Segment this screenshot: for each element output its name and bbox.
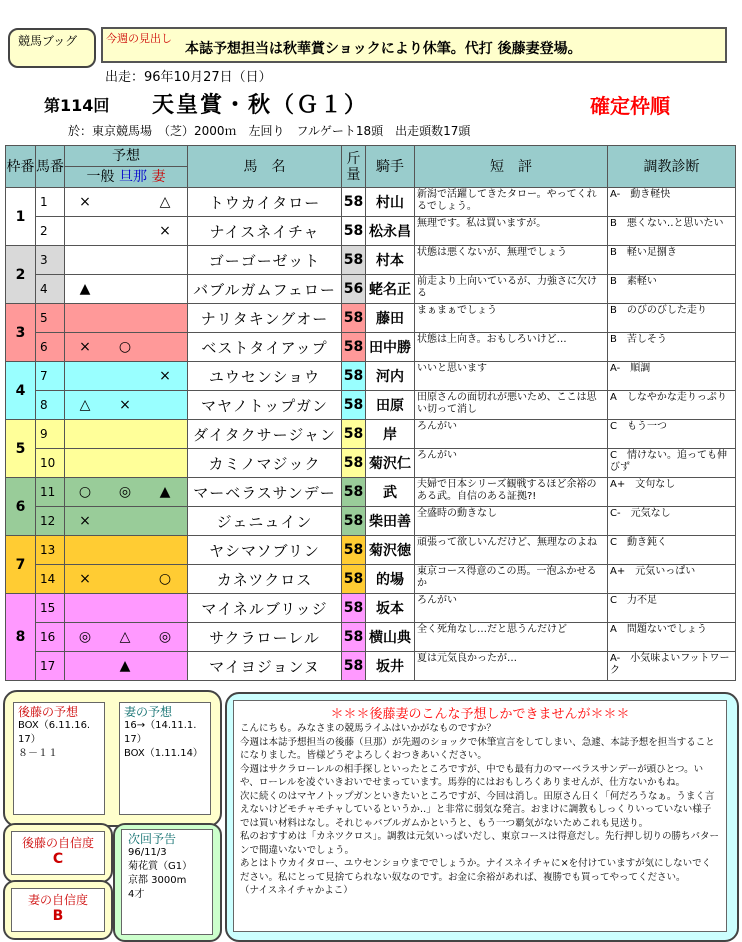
waku-number: 7 [6,536,36,594]
race-number: 第114回 [44,96,110,115]
horse-name: トウカイタロー [188,188,342,217]
prediction-marks [65,536,188,565]
horse-number: 14 [36,565,65,594]
training-note: B 素軽い [608,275,736,304]
jockey: 坂井 [366,652,415,681]
jockey: 菊沢仁 [366,449,415,478]
horse-number: 4 [36,275,65,304]
next-preview [113,823,222,942]
prediction-marks [65,217,188,246]
next-line2: 菊花賞（G1） [128,861,193,872]
horse-number: 13 [36,536,65,565]
comment: ろんがい [415,449,608,478]
horse-number: 1 [36,188,65,217]
comment: 頑張って欲しいんだけど、無理なのよね [415,536,608,565]
predictions-panel [3,690,222,827]
waku-number: 6 [6,478,36,536]
horse-name: マーベラスサンデー [188,478,342,507]
status-label: 確定枠順 [590,94,670,118]
comment: いいと思います [415,362,608,391]
horse-number: 3 [36,246,65,275]
horse-number: 5 [36,304,65,333]
training-note: A+ 文句なし [608,478,736,507]
entry-rows [6,188,736,681]
headline-box [101,27,727,63]
weight: 58 [342,536,366,565]
table-row [6,333,736,362]
goto-pred-line3: ８－１１ [18,748,58,759]
table-row [6,420,736,449]
waku-number: 1 [6,188,36,246]
article-paragraph: 今週はサクラローレルの相手探しといったところですが、中でも最有力のマーベラスサンデーが頭ひとつ。いや、ローレルを凌ぐいきおいでせまっています。馬券的にはおもしろくありませんが、仕方ないかもね。 [240,763,704,788]
prediction-marks [65,420,188,449]
jockey: 村本 [366,246,415,275]
table-row [6,275,736,304]
prediction-marks [65,623,188,652]
horse-name: マイネルブリッジ [188,594,342,623]
mark-wife: ▲ [159,484,171,500]
wife-conf-title: 妻の自信度 [27,893,88,907]
goto-pred-line2: 17） [18,734,41,745]
training-note: C 力不足 [608,594,736,623]
mark-general: × [79,513,91,529]
training-note: C 動き鈍く [608,536,736,565]
mark-general: ▲ [79,281,91,297]
training-note: C- 元気なし [608,507,736,536]
table-row [6,217,736,246]
article-inner [233,700,738,932]
training-note: B のびのびした走り [608,304,736,333]
table-row [6,391,736,420]
table-row [6,478,736,507]
jockey: 村山 [366,188,415,217]
mark-wife: △ [159,194,171,210]
prediction-marks [65,652,188,681]
next-preview-inner [121,829,213,935]
horse-number: 11 [36,478,65,507]
horse-name: ナリタキングオー [188,304,342,333]
training-note: A 問題ないでしょう [608,623,736,652]
next-title: 次回予告 [128,832,177,846]
next-line3: 京都 3000m [128,875,187,886]
horse-number: 12 [36,507,65,536]
mark-wife: × [159,223,171,239]
table-row [6,623,736,652]
training-note: A+ 元気いっぱい [608,565,736,594]
weight: 58 [342,594,366,623]
jockey: 岸 [366,420,415,449]
waku-number: 5 [6,420,36,478]
jockey: 菊沢徳 [366,536,415,565]
col-waku: 枠番 [6,146,36,188]
mark-general: × [79,194,91,210]
goto-pred-line1: BOX（6.11.16. [18,720,91,731]
jockey: 蛯名正 [366,275,415,304]
horse-name: バブルガムフェロー [188,275,342,304]
mark-wife: × [159,368,171,384]
col-jockey: 騎手 [366,146,415,188]
horse-name: ナイスネイチャ [188,217,342,246]
horse-number: 9 [36,420,65,449]
article-panel [225,692,739,942]
table-row [6,507,736,536]
prediction-marks [65,246,188,275]
entry-table [5,145,736,681]
col-uma: 馬番 [36,146,65,188]
horse-number: 16 [36,623,65,652]
mark-husband: × [119,397,131,413]
wife-prediction [119,702,211,815]
col-pred-wife: 妻 [151,169,166,185]
waku-number: 8 [6,594,36,681]
wife-pred-line1: 16→（14.11.1. [124,720,197,731]
horse-name: ダイタクサージャン [188,420,342,449]
horse-name: カミノマジック [188,449,342,478]
weight: 58 [342,449,366,478]
weight: 58 [342,478,366,507]
wife-pred-line3: BOX（1.11.14） [124,748,203,759]
article-title: ＊＊＊後藤妻のこんな予想しかできませんが＊＊＊ [330,707,630,722]
article-paragraph: こんにちも。みなさまの競馬ライふはいかがなものですか？ [240,723,496,734]
training-note: C もう一つ [608,420,736,449]
training-note: A しなやかな走りっぷり [608,391,736,420]
table-row [6,188,736,217]
horse-number: 15 [36,594,65,623]
comment: 夏は元気良かったが… [415,652,608,681]
weight: 58 [342,217,366,246]
table-row [6,449,736,478]
training-note: B 悪くない‥と思いたい [608,217,736,246]
horse-number: 2 [36,217,65,246]
horse-name: ユウセンショウ [188,362,342,391]
goto-pred-title: 後藤の予想 [18,705,79,719]
horse-name: カネツクロス [188,565,342,594]
table-row [6,362,736,391]
mark-husband: ▲ [119,658,131,674]
table-row [6,652,736,681]
horse-name: ゴーゴーゼット [188,246,342,275]
wife-confidence [3,880,113,940]
prediction-marks [65,188,188,217]
prediction-marks [65,333,188,362]
training-note: A- 動き軽快 [608,188,736,217]
logo-text: 競馬ブッグ [18,34,78,48]
weight: 58 [342,507,366,536]
table-row [6,594,736,623]
race-name: 天皇賞・秋（Ｇ１） [152,93,369,118]
col-kin: 斤量 [342,146,366,188]
jockey: 田原 [366,391,415,420]
col-pred-husband: 旦那 [119,169,147,185]
jockey: 松永昌 [366,217,415,246]
weight: 58 [342,420,366,449]
wife-pred-line2: 17） [124,734,147,745]
comment: 全く死角なし…だと思うんだけど [415,623,608,652]
comment: ろんがい [415,594,608,623]
weight: 58 [342,333,366,362]
mark-wife: ○ [158,571,172,587]
wife-conf-inner [11,888,105,932]
weight: 58 [342,362,366,391]
mark-wife: ◎ [158,629,172,645]
horse-name: マヤノトップガン [188,391,342,420]
comment: 田原さんの面切れが悪いため、ここは思い切って消し [415,391,608,420]
horse-name: ベストタイアップ [188,333,342,362]
wife-conf-value: B [52,908,64,924]
horse-number: 7 [36,362,65,391]
next-line1: 96/11/3 [128,847,167,858]
weight: 58 [342,623,366,652]
article-paragraph: 今週は本誌予想担当の後藤（旦那）が先週のショックで休筆宣言をしてしまい、急遽、本誌予想を担当することになりました。皆様どうぞよろしくおつきあいください。 [240,736,715,761]
prediction-marks [65,304,188,333]
col-name: 馬 名 [188,146,342,188]
race-date: 出走：96年10月27日（日） [105,70,272,85]
weight: 58 [342,304,366,333]
training-note: B 軽い足捌き [608,246,736,275]
header-row [6,146,736,167]
article-paragraph: あとはトウカイタロー、ユウセンショウまででしょうか。ナイスネイチャに×を付けていますが気にしないでください。私にとって見捨てられない奴なのです。お金に余裕があれば、複勝でも買ってやってください。 （ナイスネイチャかよこ） [240,858,738,896]
col-training: 調教診断 [608,146,736,188]
waku-number: 4 [6,362,36,420]
col-pred-general: 一般 [86,169,115,185]
weight: 58 [342,391,366,420]
goto-conf-title: 後藤の自信度 [21,836,94,850]
table-row [6,246,736,275]
prediction-marks [65,275,188,304]
goto-prediction [13,702,105,815]
logo [8,28,96,68]
weight: 56 [342,275,366,304]
horse-number: 17 [36,652,65,681]
weight: 58 [342,652,366,681]
comment: 全盛時の動きなし [415,507,608,536]
comment: 状態は上向き。おもしろいけど… [415,333,608,362]
comment: 東京コース得意のこの馬。一泡ふかせるか [415,565,608,594]
mark-husband: ○ [118,339,132,355]
prediction-marks [65,565,188,594]
jockey: 藤田 [366,304,415,333]
prediction-marks [65,362,188,391]
waku-number: 3 [6,304,36,362]
weight: 58 [342,565,366,594]
comment: 状態は悪くないが、無理でしょう [415,246,608,275]
col-comment: 短 評 [415,146,608,188]
jockey: 的場 [366,565,415,594]
mark-general: △ [79,397,91,413]
weight: 58 [342,188,366,217]
goto-conf-inner [11,831,105,875]
article-paragraph: 私のおすすめは「カネツクロス」。調教は元気いっぱいだし、東京コースは得意だし。先行押し切りの勝ちパターンで間違いないでしょう。 [240,831,719,856]
jockey: 田中勝 [366,333,415,362]
jockey: 武 [366,478,415,507]
mark-general: ○ [78,484,92,500]
horse-number: 6 [36,333,65,362]
weight: 58 [342,246,366,275]
comment: 夫婦で日本シリーズ観戦するほど余裕のある武。自信のある証拠?! [415,478,608,507]
wife-pred-title: 妻の予想 [124,705,173,719]
table-row [6,536,736,565]
horse-name: マイヨジョンヌ [188,652,342,681]
jockey: 河内 [366,362,415,391]
prediction-marks [65,391,188,420]
headline-label: 今週の見出し [106,32,172,45]
comment: 前走より上向いているが、力強さに欠ける [415,275,608,304]
training-note: A- 順調 [608,362,736,391]
col-pred-sub [65,167,188,188]
mark-general: × [79,571,91,587]
next-line4: 4才 [128,889,145,900]
goto-confidence [3,823,113,883]
waku-number: 2 [6,246,36,304]
mark-general: ◎ [78,629,92,645]
jockey: 坂本 [366,594,415,623]
horse-name: サクラローレル [188,623,342,652]
table-row [6,304,736,333]
prediction-marks [65,449,188,478]
horse-number: 8 [36,391,65,420]
article-paragraph: 次に続くのはマヤノトップガンといきたいところですが、今回は消し。田原さん日く「何だろうなぁ。うまく言えないけどモチャモチャしているというか‥」と非常に弱気な発言。おまけに調教もしっくりいっていない様子では買い材料はなし。それじゃバブルガムかというと、もう一つ覇気がないためこれも見送り。 [240,790,715,829]
venue-info: 於：東京競馬場 （芝）2000ｍ 左回り フルゲート18頭 出走頭数17頭 [68,124,471,138]
prediction-marks [65,507,188,536]
col-pred: 予想 [65,146,188,167]
comment: 無理です。私は買いますが。 [415,217,608,246]
mark-husband: ◎ [118,484,132,500]
horse-number: 10 [36,449,65,478]
goto-conf-value: C [52,851,64,867]
comment: まぁまぁでしょう [415,304,608,333]
prediction-marks [65,478,188,507]
jockey: 横山典 [366,623,415,652]
jockey: 柴田善 [366,507,415,536]
comment: 新潟で活躍してきたタロー。やってくれるでしょう。 [415,188,608,217]
horse-name: ジェニュイン [188,507,342,536]
horse-name: ヤシマソブリン [188,536,342,565]
mark-general: × [79,339,91,355]
mark-husband: △ [119,629,131,645]
prediction-marks [65,594,188,623]
training-note: A- 小気味よいフットワーク [608,652,736,681]
training-note: C 情けない。追っても伸びず [608,449,736,478]
table-row [6,565,736,594]
comment: ろんがい [415,420,608,449]
headline-text: 本誌予想担当は秋華賞ショックにより休筆。代打 後藤妻登場。 [185,41,582,57]
training-note: B 苦しそう [608,333,736,362]
